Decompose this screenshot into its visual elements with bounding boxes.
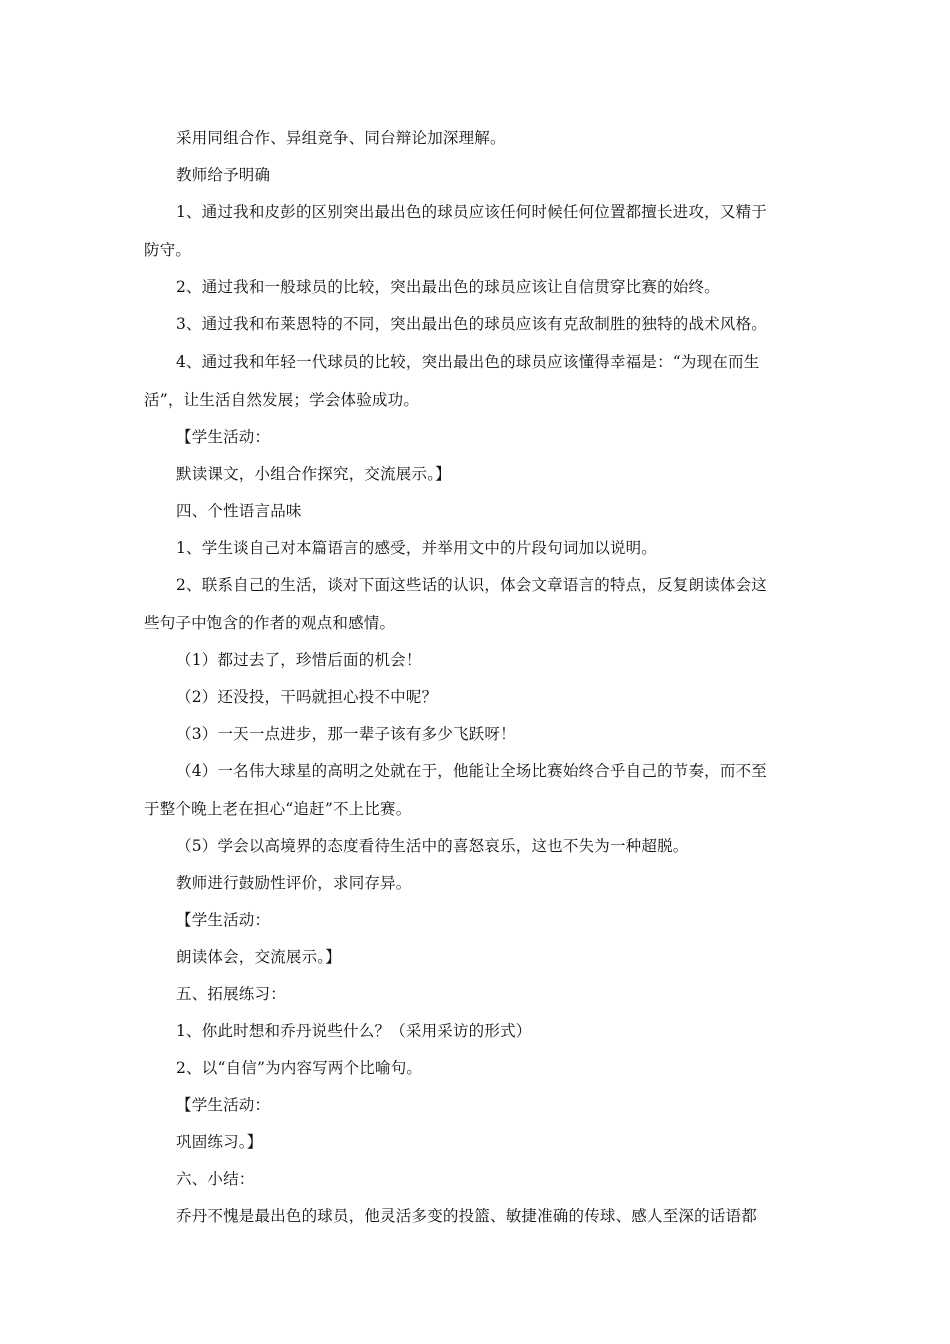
section-4-item-2-line-1: 2、联系自己的生活，谈对下面这些话的认识，体会文章语言的特点，反复朗读体会这 [176,576,767,594]
point-4-line-2: 活”，让生活自然发展；学会体验成功。 [144,391,420,409]
student-activity-heading-3: 【学生活动： [176,1096,271,1114]
point-4-line-1: 4、通过我和年轻一代球员的比较，突出最出色的球员应该懂得幸福是：“为现在而生 [176,353,760,371]
point-2: 2、通过我和一般球员的比较，突出最出色的球员应该让自信贯穿比赛的始终。 [176,278,720,296]
point-1-line-1: 1、通过我和皮彭的区别突出最出色的球员应该任何时候任何位置都擅长进攻，又精于 [176,203,767,221]
quote-1: （1）都过去了，珍惜后面的机会！ [176,651,422,669]
student-activity-heading-1: 【学生活动： [176,428,271,446]
paragraph-teacher-clarify: 教师给予明确 [176,166,271,184]
section-4-item-1: 1、学生谈自己对本篇语言的感受，并举用文中的片段句词加以说明。 [176,539,658,557]
teacher-evaluation: 教师进行鼓励性评价，求同存异。 [176,874,412,892]
quote-4-line-2: 于整个晚上老在担心“追赶”不上比赛。 [144,800,412,818]
section-6-heading: 六、小结： [176,1170,255,1188]
section-4-heading: 四、个性语言品味 [176,502,302,520]
section-5-heading: 五、拓展练习： [176,985,286,1003]
quote-5: （5）学会以高境界的态度看待生活中的喜怒哀乐，这也不失为一种超脱。 [176,837,689,855]
paragraph-method: 采用同组合作、异组竞争、同台辩论加深理解。 [176,129,506,147]
section-5-item-2: 2、以“自信”为内容写两个比喻句。 [176,1059,423,1077]
quote-2: （2）还没投，干吗就担心投不中呢？ [176,688,438,706]
student-activity-text-1: 默读课文，小组合作探究，交流展示。】 [176,465,451,483]
section-5-item-1: 1、你此时想和乔丹说些什么？（采用采访的形式） [176,1022,532,1040]
section-4-item-2-line-2: 些句子中饱含的作者的观点和感情。 [144,614,396,632]
point-1-line-2: 防守。 [144,241,192,259]
point-3: 3、通过我和布莱恩特的不同，突出最出色的球员应该有克敌制胜的独特的战术风格。 [176,315,767,333]
summary-paragraph: 乔丹不愧是最出色的球员，他灵活多变的投篮、敏捷准确的传球、感人至深的话语都 [176,1207,757,1225]
student-activity-heading-2: 【学生活动： [176,911,271,929]
student-activity-text-3: 巩固练习。】 [176,1133,263,1151]
quote-4-line-1: （4）一名伟大球星的高明之处就在于，他能让全场比赛始终合乎自己的节奏，而不至 [176,762,767,780]
student-activity-text-2: 朗读体会，交流展示。】 [176,948,341,966]
quote-3: （3）一天一点进步，那一辈子该有多少飞跃呀！ [176,725,516,743]
